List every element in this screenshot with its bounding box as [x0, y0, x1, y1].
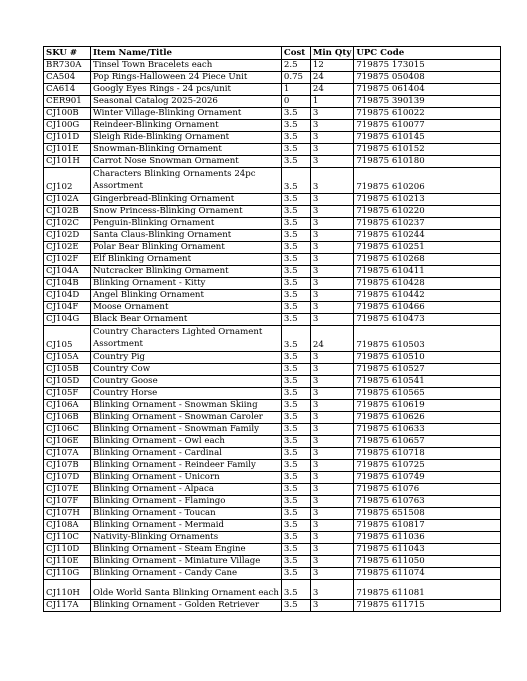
sku-cell: CJ104D: [44, 289, 91, 301]
price-sheet: [43, 46, 501, 612]
upc-cell: 719875 611036: [354, 531, 501, 543]
min-qty-cell: 3: [310, 399, 353, 411]
sku-cell: CJ110H: [44, 579, 91, 599]
upc-cell: 719875 610268: [354, 253, 501, 265]
upc-cell: 719875 610725: [354, 459, 501, 471]
min-qty-cell: 3: [310, 579, 353, 599]
cost-cell: 3.5: [281, 168, 310, 194]
cost-cell: 3.5: [281, 156, 310, 168]
upc-cell: 719875 061404: [354, 84, 501, 96]
item-name-cell: Country Pig: [91, 351, 282, 363]
cost-cell: 3.5: [281, 313, 310, 325]
item-name-cell: Blinking Ornament - Snowman Family: [91, 423, 282, 435]
upc-cell: 719875 610411: [354, 265, 501, 277]
cost-cell: 3.5: [281, 108, 310, 120]
upc-cell: 719875 610565: [354, 387, 501, 399]
cost-cell: 3.5: [281, 375, 310, 387]
cost-cell: 3.5: [281, 289, 310, 301]
table-row: [44, 375, 501, 387]
cost-cell: 3.5: [281, 325, 310, 351]
sku-cell: CJ102F: [44, 253, 91, 265]
item-name-cell: Blinking Ornament - Mermaid: [91, 519, 282, 531]
upc-cell: 719875 610220: [354, 205, 501, 217]
upc-cell: 719875 611081: [354, 579, 501, 599]
table-row: [44, 459, 501, 471]
min-qty-cell: 3: [310, 363, 353, 375]
item-name-cell: Blinking Ornament - Cardinal: [91, 447, 282, 459]
table-row: [44, 579, 501, 599]
item-name-cell: Moose Ornament: [91, 301, 282, 313]
min-qty-cell: 3: [310, 543, 353, 555]
upc-cell: 719875 611715: [354, 599, 501, 611]
upc-cell: 719875 610626: [354, 411, 501, 423]
sku-cell: CJ110C: [44, 531, 91, 543]
cost-cell: 3.5: [281, 447, 310, 459]
table-row: [44, 96, 501, 108]
item-name-cell: Nutcracker Blinking Ornament: [91, 265, 282, 277]
cost-cell: 3.5: [281, 579, 310, 599]
item-name-cell: Country Goose: [91, 375, 282, 387]
sku-cell: CJ102: [44, 168, 91, 194]
min-qty-cell: 24: [310, 72, 353, 84]
min-qty-cell: 3: [310, 217, 353, 229]
min-qty-cell: 3: [310, 108, 353, 120]
cost-cell: 3.5: [281, 229, 310, 241]
upc-cell: 719875 610633: [354, 423, 501, 435]
min-qty-cell: 24: [310, 84, 353, 96]
item-name-cell: Santa Claus-Blinking Ornament: [91, 229, 282, 241]
sku-cell: CJ105: [44, 325, 91, 351]
sku-cell: CJ104F: [44, 301, 91, 313]
table-row: [44, 265, 501, 277]
item-name-cell: Blinking Ornament - Owl each: [91, 435, 282, 447]
table-row: [44, 483, 501, 495]
cost-cell: 3.5: [281, 483, 310, 495]
min-qty-column-header: Min Qty: [310, 47, 353, 60]
sku-cell: CJ104A: [44, 265, 91, 277]
cost-cell: 3.5: [281, 567, 310, 579]
upc-cell: 719875 173015: [354, 60, 501, 72]
cost-cell: 3.5: [281, 411, 310, 423]
min-qty-cell: 3: [310, 277, 353, 289]
sku-cell: CJ101D: [44, 132, 91, 144]
cost-cell: 3.5: [281, 435, 310, 447]
cost-cell: 0.75: [281, 72, 310, 84]
sku-cell: CJ100B: [44, 108, 91, 120]
min-qty-cell: 3: [310, 567, 353, 579]
item-name-cell: Snowman-Blinking Ornament: [91, 144, 282, 156]
cost-cell: 2.5: [281, 60, 310, 72]
item-name-cell: Reindeer-Blinking Ornament: [91, 120, 282, 132]
upc-cell: 719875 610718: [354, 447, 501, 459]
item-name-column-header: Item Name/Title: [91, 47, 282, 60]
sku-cell: CJ106C: [44, 423, 91, 435]
table-row: [44, 399, 501, 411]
table-row: [44, 253, 501, 265]
upc-cell: 719875 611050: [354, 555, 501, 567]
upc-cell: 719875 610503: [354, 325, 501, 351]
cost-column-header: Cost: [281, 47, 310, 60]
cost-cell: 3.5: [281, 351, 310, 363]
table-row: [44, 471, 501, 483]
min-qty-cell: 3: [310, 519, 353, 531]
min-qty-cell: 3: [310, 253, 353, 265]
table-row: [44, 168, 501, 194]
sku-cell: BR730A: [44, 60, 91, 72]
item-name-cell: Pop Rings-Halloween 24 Piece Unit: [91, 72, 282, 84]
min-qty-cell: 3: [310, 168, 353, 194]
table-row: [44, 156, 501, 168]
upc-cell: 719875 611074: [354, 567, 501, 579]
cost-cell: 3.5: [281, 599, 310, 611]
sku-cell: CJ108A: [44, 519, 91, 531]
item-name-cell: Blinking Ornament - Reindeer Family: [91, 459, 282, 471]
cost-cell: 3.5: [281, 277, 310, 289]
table-row: [44, 495, 501, 507]
cost-cell: 3.5: [281, 531, 310, 543]
min-qty-cell: 3: [310, 435, 353, 447]
upc-cell: 719875 610428: [354, 277, 501, 289]
cost-cell: 3.5: [281, 507, 310, 519]
cost-cell: 3.5: [281, 120, 310, 132]
item-name-cell: Black Bear Ornament: [91, 313, 282, 325]
min-qty-cell: 3: [310, 423, 353, 435]
item-name-cell: Nativity-Blinking Ornaments: [91, 531, 282, 543]
cost-cell: 3.5: [281, 555, 310, 567]
item-name-cell: Blinking Ornament - Toucan: [91, 507, 282, 519]
sku-cell: CJ105A: [44, 351, 91, 363]
table-row: [44, 132, 501, 144]
upc-cell: 719875 610442: [354, 289, 501, 301]
min-qty-cell: 3: [310, 447, 353, 459]
sku-cell: CJ106B: [44, 411, 91, 423]
sku-cell: CJ107H: [44, 507, 91, 519]
item-name-cell: Blinking Ornament - Miniature Village: [91, 555, 282, 567]
min-qty-cell: 3: [310, 193, 353, 205]
table-row: [44, 423, 501, 435]
table-row: [44, 205, 501, 217]
item-name-cell: Blinking Ornament - Golden Retriever: [91, 599, 282, 611]
table-row: [44, 72, 501, 84]
sku-cell: CJ102A: [44, 193, 91, 205]
sku-cell: CJ101E: [44, 144, 91, 156]
table-row: [44, 325, 501, 351]
table-row: [44, 301, 501, 313]
sku-cell: CJ102D: [44, 229, 91, 241]
sku-cell: CER901: [44, 96, 91, 108]
sku-cell: CJ107A: [44, 447, 91, 459]
upc-cell: 719875 610763: [354, 495, 501, 507]
upc-cell: 719875 610244: [354, 229, 501, 241]
sku-cell: CJ105B: [44, 363, 91, 375]
sku-cell: CJ110E: [44, 555, 91, 567]
min-qty-cell: 3: [310, 471, 353, 483]
upc-cell: 719875 390139: [354, 96, 501, 108]
upc-cell: 719875 610145: [354, 132, 501, 144]
min-qty-cell: 3: [310, 483, 353, 495]
table-row: [44, 313, 501, 325]
item-name-cell: Characters Blinking Ornaments 24pc Assortment: [91, 168, 282, 194]
cost-cell: 3.5: [281, 519, 310, 531]
upc-cell: 719875 61076: [354, 483, 501, 495]
min-qty-cell: 3: [310, 120, 353, 132]
sku-cell: CJ117A: [44, 599, 91, 611]
item-name-cell: Googly Eyes Rings - 24 pcs/unit: [91, 84, 282, 96]
min-qty-cell: 3: [310, 205, 353, 217]
table-row: [44, 351, 501, 363]
cost-cell: 3.5: [281, 301, 310, 313]
upc-cell: 719875 611043: [354, 543, 501, 555]
cost-cell: 3.5: [281, 387, 310, 399]
sku-cell: CA614: [44, 84, 91, 96]
cost-cell: 3.5: [281, 144, 310, 156]
item-name-cell: Blinking Ornament - Candy Cane: [91, 567, 282, 579]
min-qty-cell: 3: [310, 375, 353, 387]
cost-cell: 3.5: [281, 132, 310, 144]
cost-cell: 3.5: [281, 471, 310, 483]
min-qty-cell: 3: [310, 132, 353, 144]
item-name-cell: Blinking Ornament - Kitty: [91, 277, 282, 289]
item-name-cell: Seasonal Catalog 2025-2026: [91, 96, 282, 108]
table-row: [44, 435, 501, 447]
item-name-cell: Angel Blinking Ornament: [91, 289, 282, 301]
table-row: [44, 411, 501, 423]
item-name-cell: Carrot Nose Snowman Ornament: [91, 156, 282, 168]
cost-cell: 3.5: [281, 543, 310, 555]
min-qty-cell: 3: [310, 507, 353, 519]
sku-cell: CJ107B: [44, 459, 91, 471]
upc-cell: 719875 610817: [354, 519, 501, 531]
table-row: [44, 555, 501, 567]
table-row: [44, 277, 501, 289]
cost-cell: 3.5: [281, 241, 310, 253]
sku-cell: CJ107E: [44, 483, 91, 495]
min-qty-cell: 3: [310, 265, 353, 277]
table-row: [44, 567, 501, 579]
sku-cell: CJ102B: [44, 205, 91, 217]
item-name-cell: Blinking Ornament - Alpaca: [91, 483, 282, 495]
table-row: [44, 447, 501, 459]
item-name-cell: Olde World Santa Blinking Ornament each: [91, 579, 282, 599]
min-qty-cell: 3: [310, 555, 353, 567]
sku-cell: CJ105D: [44, 375, 91, 387]
table-row: [44, 599, 501, 611]
table-row: [44, 217, 501, 229]
min-qty-cell: 3: [310, 289, 353, 301]
item-name-cell: Blinking Ornament - Snowman Skiing: [91, 399, 282, 411]
item-name-cell: Country Characters Lighted Ornament Assortment: [91, 325, 282, 351]
cost-cell: 3.5: [281, 217, 310, 229]
upc-cell: 719875 651508: [354, 507, 501, 519]
upc-cell: 719875 610473: [354, 313, 501, 325]
upc-cell: 719875 610749: [354, 471, 501, 483]
sku-cell: CJ107F: [44, 495, 91, 507]
cost-cell: 3.5: [281, 265, 310, 277]
table-row: [44, 108, 501, 120]
upc-cell: 719875 610206: [354, 168, 501, 194]
item-name-cell: Penguin-Blinking Ornament: [91, 217, 282, 229]
min-qty-cell: 12: [310, 60, 353, 72]
item-name-cell: Country Horse: [91, 387, 282, 399]
upc-cell: 719875 610619: [354, 399, 501, 411]
sku-column-header: SKU #: [44, 47, 91, 60]
table-row: [44, 531, 501, 543]
sku-cell: CJ102C: [44, 217, 91, 229]
item-name-cell: Tinsel Town Bracelets each: [91, 60, 282, 72]
cost-cell: 3.5: [281, 205, 310, 217]
item-name-cell: Blinking Ornament - Steam Engine: [91, 543, 282, 555]
table-row: [44, 543, 501, 555]
item-name-cell: Polar Bear Blinking Ornament: [91, 241, 282, 253]
min-qty-cell: 24: [310, 325, 353, 351]
upc-cell: 719875 610180: [354, 156, 501, 168]
item-name-cell: Elf Blinking Ornament: [91, 253, 282, 265]
sku-cell: CJ110G: [44, 567, 91, 579]
sku-cell: CJ104G: [44, 313, 91, 325]
upc-cell: 719875 610251: [354, 241, 501, 253]
table-row: [44, 84, 501, 96]
min-qty-cell: 3: [310, 156, 353, 168]
item-name-cell: Blinking Ornament - Flamingo: [91, 495, 282, 507]
table-header-row: [44, 47, 501, 60]
min-qty-cell: 1: [310, 96, 353, 108]
table-row: [44, 387, 501, 399]
item-name-cell: Country Cow: [91, 363, 282, 375]
cost-cell: 3.5: [281, 423, 310, 435]
upc-cell: 719875 610466: [354, 301, 501, 313]
table-row: [44, 193, 501, 205]
upc-cell: 719875 610657: [354, 435, 501, 447]
cost-cell: 0: [281, 96, 310, 108]
upc-cell: 719875 610510: [354, 351, 501, 363]
cost-cell: 3.5: [281, 459, 310, 471]
cost-cell: 3.5: [281, 363, 310, 375]
upc-cell: 719875 610022: [354, 108, 501, 120]
upc-cell: 719875 610077: [354, 120, 501, 132]
cost-cell: 3.5: [281, 193, 310, 205]
sku-cell: CJ107D: [44, 471, 91, 483]
table-row: [44, 241, 501, 253]
min-qty-cell: 3: [310, 459, 353, 471]
item-name-cell: Blinking Ornament - Unicorn: [91, 471, 282, 483]
min-qty-cell: 3: [310, 531, 353, 543]
item-name-cell: Blinking Ornament - Snowman Caroler: [91, 411, 282, 423]
table-row: [44, 144, 501, 156]
sku-cell: CJ100G: [44, 120, 91, 132]
upc-cell: 719875 610527: [354, 363, 501, 375]
sku-cell: CJ101H: [44, 156, 91, 168]
min-qty-cell: 3: [310, 351, 353, 363]
item-name-cell: Sleigh Ride-Blinking Ornament: [91, 132, 282, 144]
cost-cell: 3.5: [281, 253, 310, 265]
table-row: [44, 289, 501, 301]
upc-cell: 719875 610541: [354, 375, 501, 387]
upc-cell: 719875 050408: [354, 72, 501, 84]
min-qty-cell: 3: [310, 599, 353, 611]
sku-cell: CJ102E: [44, 241, 91, 253]
upc-cell: 719875 610152: [354, 144, 501, 156]
table-row: [44, 507, 501, 519]
upc-cell: 719875 610237: [354, 217, 501, 229]
min-qty-cell: 3: [310, 301, 353, 313]
table-row: [44, 120, 501, 132]
min-qty-cell: 3: [310, 144, 353, 156]
cost-cell: 3.5: [281, 399, 310, 411]
min-qty-cell: 3: [310, 241, 353, 253]
product-table: [43, 46, 501, 612]
item-name-cell: Snow Princess-Blinking Ornament: [91, 205, 282, 217]
cost-cell: 1: [281, 84, 310, 96]
min-qty-cell: 3: [310, 495, 353, 507]
upc-column-header: UPC Code: [354, 47, 501, 60]
sku-cell: CA504: [44, 72, 91, 84]
min-qty-cell: 3: [310, 229, 353, 241]
sku-cell: CJ104B: [44, 277, 91, 289]
item-name-cell: Gingerbread-Blinking Ornament: [91, 193, 282, 205]
sku-cell: CJ106A: [44, 399, 91, 411]
table-body: [44, 60, 501, 612]
upc-cell: 719875 610213: [354, 193, 501, 205]
table-row: [44, 363, 501, 375]
sku-cell: CJ110D: [44, 543, 91, 555]
min-qty-cell: 3: [310, 411, 353, 423]
min-qty-cell: 3: [310, 313, 353, 325]
min-qty-cell: 3: [310, 387, 353, 399]
table-row: [44, 60, 501, 72]
sku-cell: CJ105F: [44, 387, 91, 399]
table-row: [44, 519, 501, 531]
sku-cell: CJ106E: [44, 435, 91, 447]
table-row: [44, 229, 501, 241]
cost-cell: 3.5: [281, 495, 310, 507]
item-name-cell: Winter Village-Blinking Ornament: [91, 108, 282, 120]
